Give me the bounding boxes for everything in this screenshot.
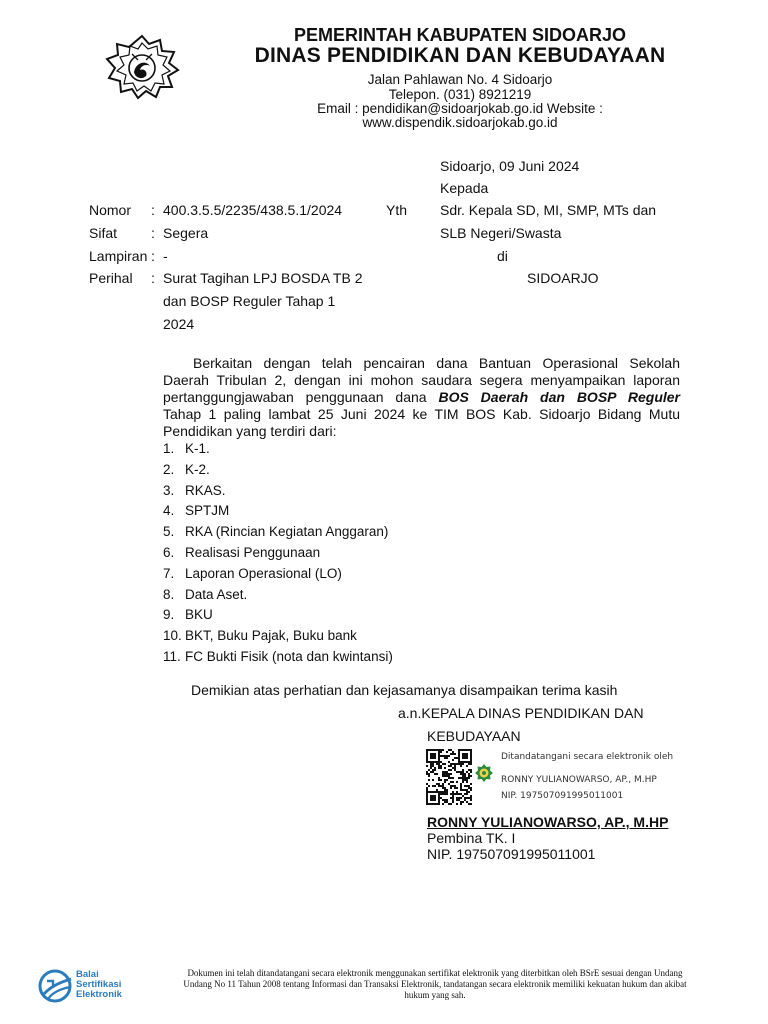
list-item: FC Bukti Fisik (nota dan kwintansi) (185, 649, 393, 664)
list-item-number: 6. (163, 545, 175, 560)
esign-name: RONNY YULIANOWARSO, AP., M.HP (501, 775, 657, 785)
bsre-logo-icon (38, 969, 74, 1003)
list-item: BKT, Buku Pajak, Buku bank (185, 628, 357, 643)
list-item-number: 3. (163, 483, 175, 498)
body-line-4: Tahap 1 paling lambat 25 Juni 2024 ke TIM BOS Kab. Sidoarjo Bidang Mutu (163, 406, 680, 422)
regency-emblem-logo (104, 34, 180, 100)
list-item: Realisasi Penggunaan (185, 545, 321, 560)
list-item-number: 1. (163, 441, 175, 456)
agency-name: DINAS PENDIDIKAN DAN KEBUDAYAAN (254, 44, 666, 67)
list-item: K-2. (185, 462, 210, 477)
signatory-nip: NIP. 197507091995011001 (427, 846, 596, 862)
body-line-2: Daerah Tribulan 2, dengan ini mohon saudara segera menyampaikan laporan (163, 372, 680, 388)
letter-date: Sidoarjo, 09 Juni 2024 (440, 158, 580, 174)
legal-note-line-2: Undang No 11 Tahun 2008 tentang Informasi dan Transaksi Elektronik, tandatangan secara elektronik memiliki kekuatan hukum dan akibat (183, 979, 687, 989)
di-label: di (497, 248, 508, 264)
nomor-label: Nomor (89, 202, 132, 218)
list-item-number: 11. (163, 649, 181, 664)
closing-sentence: Demikian atas perhatian dan kejasamanya disampaikan terima kasih (191, 682, 618, 698)
esign-note: Ditandatangani secara elektronik oleh (501, 752, 674, 762)
perihal-value-line-1: Surat Tagihan LPJ BOSDA TB 2 (163, 270, 363, 286)
bsre-word-3: Elektronik (76, 989, 122, 1000)
kepada-label: Kepada (440, 180, 489, 196)
yth-label: Yth (386, 202, 408, 218)
signatory-name: RONNY YULIANOWARSO, AP., M.HP (427, 814, 669, 830)
recipient-city: SIDOARJO (527, 270, 599, 286)
list-item: Laporan Operasional (LO) (185, 566, 342, 581)
list-item: SPTJM (185, 503, 230, 518)
lampiran-colon: : (151, 248, 155, 264)
esign-emblem-icon (474, 763, 494, 783)
perihal-label: Perihal (89, 270, 133, 286)
list-item-number: 4. (163, 503, 175, 518)
perihal-value-line-2: dan BOSP Reguler Tahap 1 (163, 293, 336, 309)
list-item-number: 7. (163, 566, 175, 581)
list-item: BKU (185, 607, 213, 622)
bsre-word-2: Sertifikasi (76, 979, 122, 990)
body-line-5: Pendidikan yang terdiri dari: (163, 423, 337, 439)
sifat-label: Sifat (89, 225, 118, 241)
list-item-number: 10. (163, 628, 182, 643)
esign-nip: NIP. 197507091995011001 (501, 791, 624, 801)
signatory-title-line-1: a.n.KEPALA DINAS PENDIDIKAN DAN (398, 705, 644, 721)
body-line-3-emphasis: BOS Daerah dan BOSP Reguler (438, 389, 680, 405)
signatory-title-line-2: KEBUDAYAAN (427, 728, 521, 744)
lampiran-label: Lampiran (89, 248, 148, 264)
perihal-value-line-3: 2024 (163, 316, 195, 332)
legal-note-line-1: Dokumen ini telah ditandatangani secara elektronik menggunakan sertifikat elektronik yang diterbitkan oleh BSrE sesuai dengan Undang (187, 968, 683, 978)
list-item-number: 8. (163, 587, 175, 602)
list-item: RKAS. (185, 483, 226, 498)
recipient-line-1: Sdr. Kepala SD, MI, SMP, MTs dan (440, 202, 657, 218)
agency-website: www.dispendik.sidoarjokab.go.id (362, 115, 558, 130)
bsre-word-1: Balai (76, 969, 99, 980)
legal-note-line-3: hukum yang sah. (404, 990, 466, 1000)
list-item-number: 5. (163, 524, 175, 539)
nomor-value: 400.3.5.5/2235/438.5.1/2024 (163, 202, 343, 218)
government-name: PEMERINTAH KABUPATEN SIDOARJO (293, 25, 626, 45)
recipient-line-2: SLB Negeri/Swasta (440, 225, 562, 241)
sifat-colon: : (151, 225, 155, 241)
agency-phone: Telepon. (031) 8921219 (388, 87, 532, 102)
body-line-3 (163, 389, 680, 406)
body-paragraph (163, 355, 680, 440)
esign-legal-note (140, 968, 730, 1001)
lampiran-value: - (163, 248, 168, 264)
agency-email: Email : pendidikan@sidoarjokab.go.id Website : (317, 101, 603, 116)
list-item: Data Aset. (185, 587, 248, 602)
sifat-value: Segera (163, 225, 209, 241)
signatory-rank: Pembina TK. I (427, 830, 516, 846)
list-item-number: 9. (163, 607, 175, 622)
perihal-colon: : (151, 270, 155, 286)
body-line-3-text: pertanggungjawaban penggunaan dana (163, 389, 439, 405)
list-item: RKA (Rincian Kegiatan Anggaran) (185, 524, 389, 539)
signature-qr-code (426, 749, 472, 805)
list-item-number: 2. (163, 462, 175, 477)
nomor-colon: : (151, 202, 155, 218)
body-line-1: Berkaitan dengan telah pencairan dana Bantuan Operasional Sekolah (193, 355, 680, 371)
agency-address: Jalan Pahlawan No. 4 Sidoarjo (367, 72, 553, 87)
list-item: K-1. (185, 441, 210, 456)
